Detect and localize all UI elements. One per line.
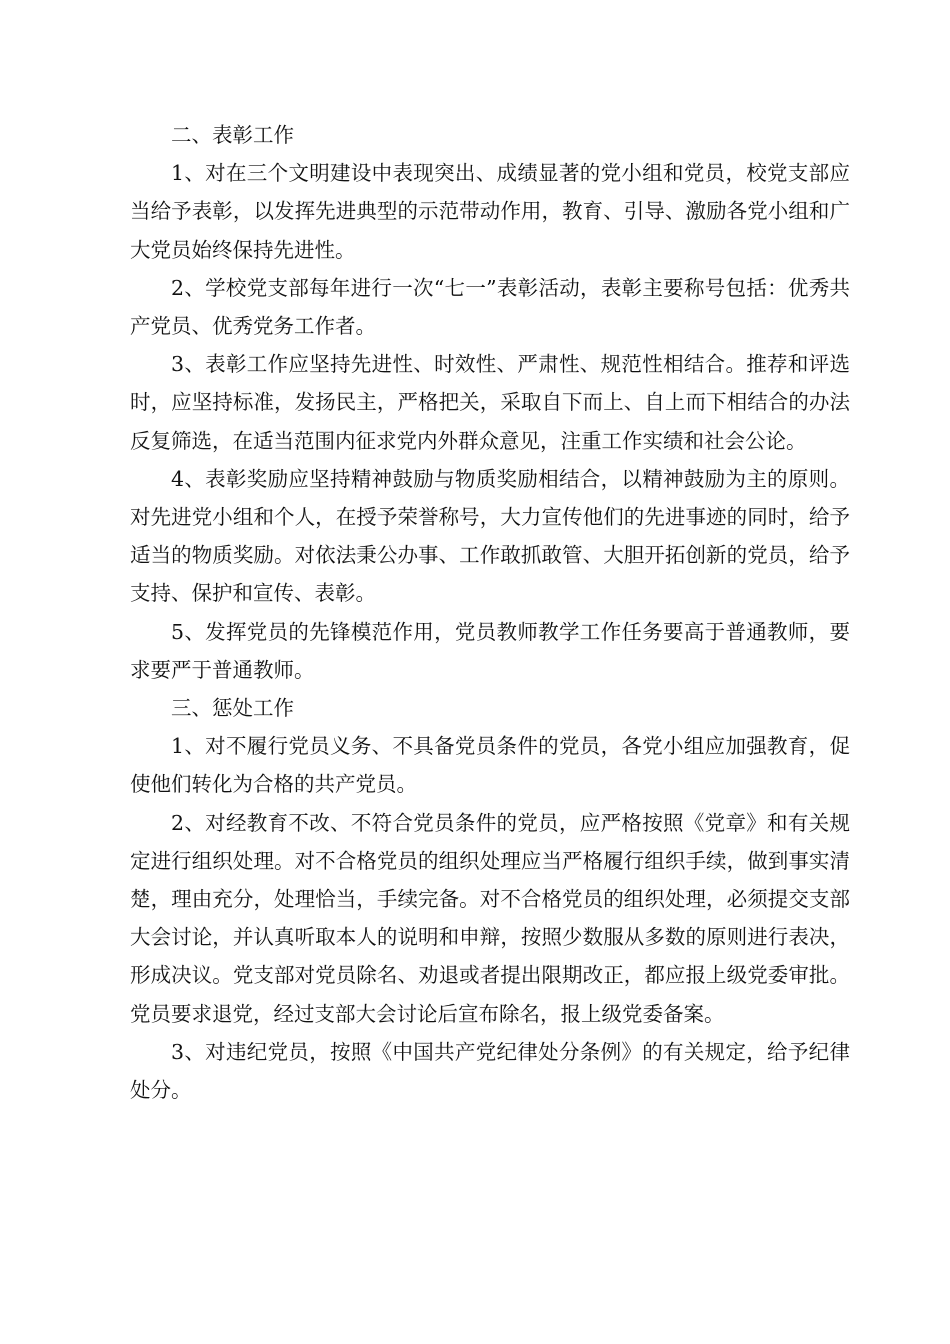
paragraph: 2、对经教育不改、不符合党员条件的党员，应严格按照《党章》和有关规定进行组织处理。对不合格党员的组织处理应当严格履行组织手续，做到事实清楚，理由充分，处理恰当，手续完备。对不合格党员的组织处理，必须提交支部大会讨论，并认真听取本人的说明和申辩，按照少数服从多数的原则进行表决，形成决议。党支部对党员除名、劝退或者提出限期改正，都应报上级党委审批。党员要求退党，经过支部大会讨论后宣布除名，报上级党委备案。 [130,810,850,1026]
paragraph: 1、对不履行党员义务、不具备党员条件的党员，各党小组应加强教育，促使他们转化为合格的共产党员。 [130,734,850,797]
section-heading-commendation: 二、表彰工作 [171,123,294,147]
paragraph: 4、表彰奖励应坚持精神鼓励与物质奖励相结合，以精神鼓励为主的原则。对先进党小组和个人，在授予荣誉称号，大力宣传他们的先进事迹的同时，给予适当的物质奖励。对依法秉公办事、工作敢抓敢管、大胆开拓创新的党员，给予支持、保护和宣传、表彰。 [130,466,850,606]
paragraph: 1、对在三个文明建设中表现突出、成绩显著的党小组和党员，校党支部应当给予表彰，以发挥先进典型的示范带动作用，教育、引导、激励各党小组和广大党员始终保持先进性。 [130,161,850,262]
paragraph: 3、表彰工作应坚持先进性、时效性、严肃性、规范性相结合。推荐和评选时，应坚持标准，发扬民主，严格把关，采取自下而上、自上而下相结合的办法反复筛选，在适当范围内征求党内外群众意见，注重工作实绩和社会公论。 [130,352,850,453]
document-body [130,116,850,1109]
section-heading-discipline: 三、惩处工作 [171,696,294,721]
paragraph: 2、学校党支部每年进行一次“七一”表彰活动，表彰主要称号包括：优秀共产党员、优秀党务工作者。 [130,275,850,339]
paragraph: 5、发挥党员的先锋模范作用，党员教师教学工作任务要高于普通教师，要求要严于普通教师。 [130,619,850,682]
paragraph: 3、对违纪党员，按照《中国共产党纪律处分条例》的有关规定，给予纪律处分。 [130,1039,850,1103]
